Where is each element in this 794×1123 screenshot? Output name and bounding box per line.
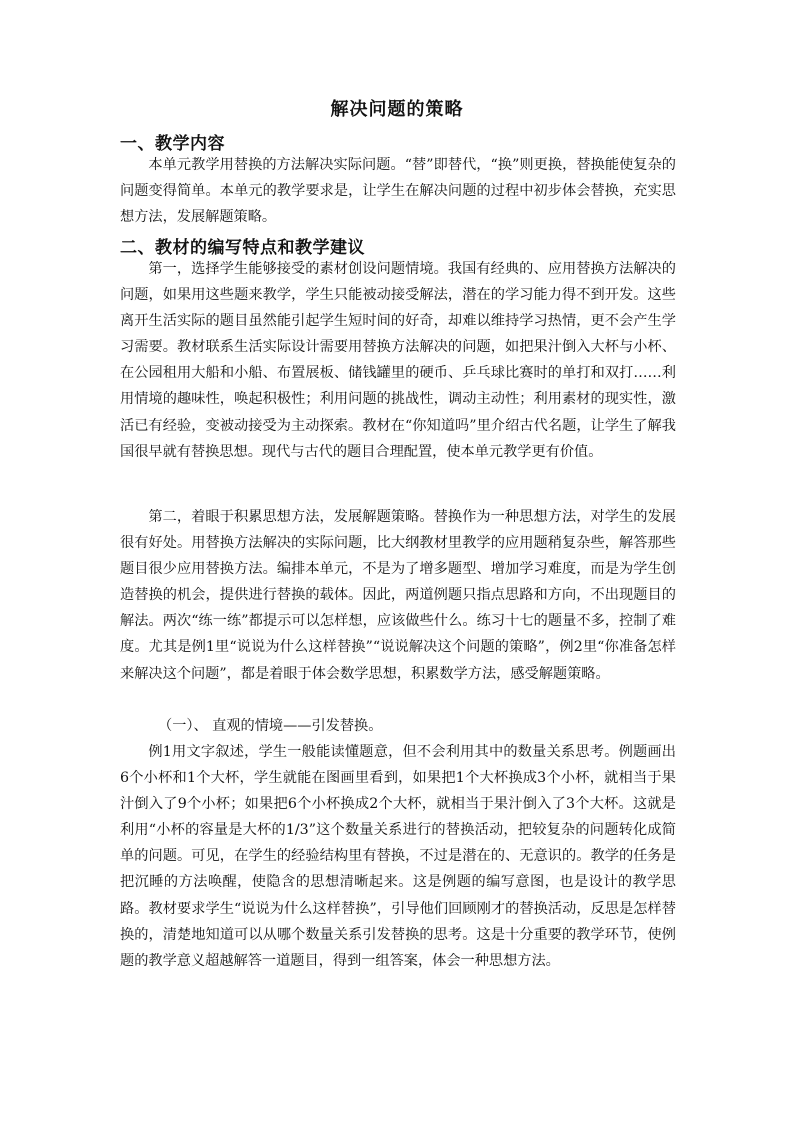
page-title: 解决问题的策略: [330, 99, 464, 120]
paragraph-second-point: 第二，着眼于积累思想方法，发展解题策略。替换作为一种思想方法，对学生的发展很有好处。用替换方法解决的实际问题，比大纲教材里教学的应用题稍复杂些，解答那些题目很少应用替换方法。编排本单元，不是为了增多题型、增加学习难度，而是为学生创造替换的机会，提供进行替换的载体。因此，两道例题只指点思路和方向，不出现题目的解法。两次“练一练”都提示可以怎样想，应该做些什么。练习十七的题量不多，控制了难度。尤其是例1里“说说为什么这样替换”“说说解决这个问题的策略”，例2里“你准备怎样来解决这个问题”，都是着眼于体会数学思想，积累数学方法，感受解题策略。: [120, 509, 676, 682]
paragraph-example-1: 例1用文字叙述，学生一般能读懂题意，但不会利用其中的数量关系思考。例题画出6个小杯和1个大杯，学生就能在图画里看到，如果把1个大杯换成3个小杯，就相当于果汁倒入了9个小杯；如果把6个小杯换成2个大杯，就相当于果汁倒入了3个大杯。这就是利用“小杯的容量是大杯的1/3”这个数量关系进行的替换活动，把较复杂的问题转化成简单的问题。可见，在学生的经验结构里有替换，不过是潜在的、无意识的。教学的任务是把沉睡的方法唤醒，使隐含的思想清晰起来。这是例题的编写意图，也是设计的教学思路。教材要求学生“说说为什么这样替换”，引导他们回顾刚才的替换活动，反思是怎样替换的，清楚地知道可以从哪个数量关系引发替换的思考。这是十分重要的教学环节，使例题的教学意义超越解答一道题目，得到一组答案，体会一种思想方法。: [120, 744, 676, 969]
section-heading-textbook-features: 二、教材的编写特点和教学建议: [120, 238, 365, 258]
subheading-intuitive-situation: （一）、 直观的情境——引发替换。: [158, 718, 383, 734]
section-heading-teaching-content: 一、教学内容: [120, 134, 225, 154]
paragraph-first-point: 第一，选择学生能够接受的素材创设问题情境。我国有经典的、应用替换方法解决的问题，如果用这些题来教学，学生只能被动接受解法，潜在的学习能力得不到开发。这些离开生活实际的题目虽然能引起学生短时间的好奇，却难以维持学习热情，更不会产生学习需要。教材联系生活实际设计需要用替换方法解决的问题，如把果汁倒入大杯与小杯、在公园租用大船和小船、布置展板、储钱罐里的硬币、乒乓球比赛时的单打和双打……利用情境的趣味性，唤起积极性；利用问题的挑战性，调动主动性；利用素材的现实性，激活已有经验，变被动接受为主动探索。教材在“你知道吗”里介绍古代名题，让学生了解我国很早就有替换思想。现代与古代的题目合理配置，使本单元教学更有价值。: [120, 261, 676, 460]
paragraph-teaching-content: 本单元教学用替换的方法解决实际问题。“替”即替代，“换”则更换，替换能使复杂的问题变得简单。本单元的教学要求是，让学生在解决问题的过程中初步体会替换，充实思想方法，发展解题策略。: [120, 157, 676, 226]
